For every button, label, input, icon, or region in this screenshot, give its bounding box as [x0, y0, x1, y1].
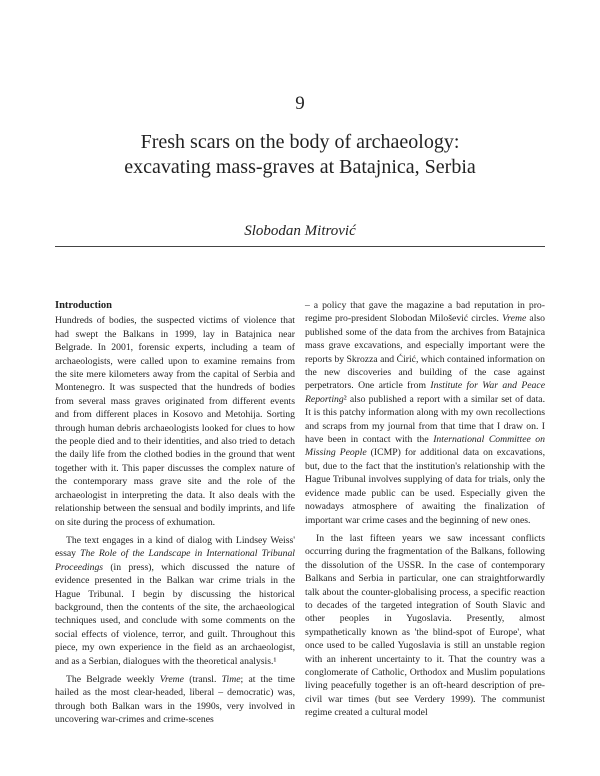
paragraph-continuation-part-a: – a policy that gave the magazine a bad reputation in pro-regime pro-president Slobodan Milošević circles. — [305, 300, 545, 325]
chapter-title-line-2: excavating mass-graves at Batajnica, Serbia — [124, 156, 476, 178]
left-column — [55, 299, 295, 727]
vreme-title: Vreme — [159, 673, 184, 685]
vreme-title-2: Vreme — [502, 313, 527, 325]
chapter-title-line-1: Fresh scars on the body of archaeology: — [140, 131, 460, 153]
paragraph-intro-1: Hundreds of bodies, the suspected victims of violence that had swept the Balkans in 1999, lay in Batajnica near Belgrade. In 2001, forensic experts, including a team of archaeologists, were called upon to examine remains from the site mere kilometers away from the capital of Serbia and Montenegro. It was suspected that the hundreds of bodies from several mass graves originated from different events and from different places in Kosovo and Metohija. Sorting through human debris archaeologists looked for clues to how the people died and to their identities, and also tried to detach the daily life from the clothed bodies in the ground that went together with it. This paper discusses the complex nature of the contemporary mass grave site and the role of the archaeologist in interpreting the data. It also deals with the relationship between the sensual and bodily imprints, and life on site during the process of exhumation. — [55, 315, 295, 528]
chapter-title — [0, 130, 600, 180]
iwpr-title: Institute for War and Peace Reporting — [305, 380, 545, 405]
cited-work-title: The Role of the Landscape in International Tribunal Proceedings — [55, 548, 296, 573]
title-divider — [55, 246, 545, 247]
paragraph-intro-3-part-b: (transl. — [183, 673, 222, 685]
paragraph-intro-3-part-c: ; at the time hailed as the most clear-headed, liberal – democratic) was, through both Balkan wars in the 1990s, very involved in uncovering war-crimes and crime-scenes — [55, 673, 295, 726]
right-column — [305, 299, 545, 720]
paragraph-intro-2-part-a: The text engages in a kind of dialog with Lindsey Weiss' essay — [55, 534, 295, 560]
paragraph-continuation — [305, 299, 545, 527]
paragraph-balkans: In the last fifteen years we saw incessant conflicts occurring during the fragmentation of the Balkans, following the dissolution of the USSR. In the case of contemporary Balkans and Serbia in particular, one can straightforwardly talk about the counter-globalising process, a specific reaction to decades of the targeted integration of South Slavic and other peoples in Yugoslavia. Presently, almost sympathetically known as 'the blind-spot of Europe', what once used to be called Yugoslavia is still an unstable region with an inherent uncertainty to it. That the country was a conglomerate of Catholic, Orthodox and Muslim populations living peacefully together is an oft-heard description of pre-civil war times (but see Verdery 1999). The communist regime created a cultural model — [305, 532, 545, 719]
paragraph-intro-2 — [55, 534, 295, 668]
time-title: Time — [221, 673, 241, 685]
section-heading-introduction: Introduction — [55, 300, 112, 311]
paragraph-intro-3 — [55, 673, 295, 727]
paragraph-intro-2-part-b: (in press), which discussed the nature of evidence presented in the Balkan war crime trials in the Hague Tribunal. I begin by discussing the historical background, then the contents of the site, the archaeological techniques used, and conclude with some comments on the social effects of violence, terror, and guilt. Throughout this piece, my own experience in the field as an archaeologist, and as a Serbian, dialogues with the theoretical analysis.¹ — [55, 561, 295, 667]
paragraph-continuation-part-d: (ICMP) for additional data on excavations, but, due to the fact that the institution's relationship with the Hague Tribunal involves supplying of data for trials, only the evidence made public can be used. Especially given the nowadays atmosphere of awaiting the finalization of important war crime cases and the beginning of new ones. — [305, 447, 546, 526]
paragraph-intro-3-part-a: The Belgrade weekly — [66, 673, 160, 685]
paragraph-continuation-part-b: also published some of the data from the archives from Batajnica mass grave excavations, and especially important were the reports by Skrozza and Ćirić, which contained information on the new discoveries and building of the case against perpetrators. One article from — [305, 313, 545, 392]
icmp-title: International Committee on Missing People — [305, 434, 545, 459]
author-name: Slobodan Mitrović — [244, 223, 356, 239]
paragraph-continuation-part-c: ² also published a report with a similar set of data. It is this patchy information along with my own recollections and scraps from my journal from that time that I draw on. I have been in contact with the — [305, 393, 545, 446]
chapter-number: 9 — [295, 93, 305, 114]
